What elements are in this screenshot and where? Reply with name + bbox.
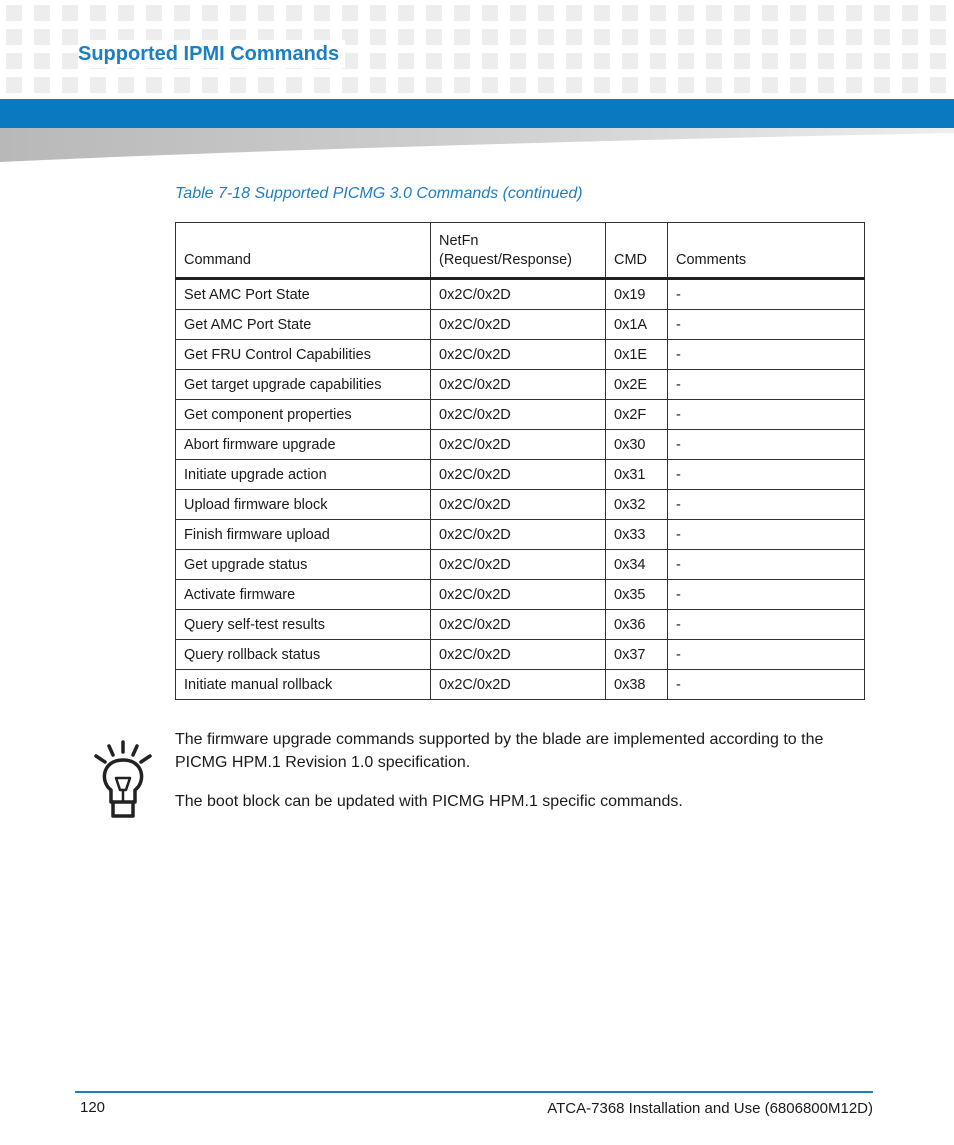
pattern-square	[202, 5, 218, 21]
table-row	[176, 580, 865, 610]
cell-command: Get FRU Control Capabilities	[176, 340, 431, 370]
pattern-square	[538, 5, 554, 21]
document-title: ATCA-7368 Installation and Use (6806800M12D)	[547, 1100, 873, 1117]
pattern-square	[706, 5, 722, 21]
section-title: Supported IPMI Commands	[78, 40, 345, 68]
pattern-square	[566, 77, 582, 93]
pattern-square	[818, 5, 834, 21]
note-paragraph-1: The firmware upgrade commands supported by the blade are implemented according to the PICMG HPM.1 Revision 1.0 specification.	[175, 731, 824, 771]
pattern-square	[734, 5, 750, 21]
pattern-square	[398, 5, 414, 21]
pattern-square	[846, 5, 862, 21]
cell-cmd: 0x36	[606, 610, 668, 640]
cell-netfn: 0x2C/0x2D	[431, 400, 606, 430]
pattern-square	[370, 5, 386, 21]
cell-cmd: 0x2F	[606, 400, 668, 430]
pattern-square	[650, 5, 666, 21]
pattern-square	[678, 53, 694, 69]
pattern-square	[342, 5, 358, 21]
column-header-comments: Comments	[668, 223, 865, 279]
cell-command: Initiate upgrade action	[176, 460, 431, 490]
pattern-square	[146, 5, 162, 21]
pattern-square	[6, 5, 22, 21]
pattern-square	[62, 53, 78, 69]
pattern-square	[90, 77, 106, 93]
pattern-square	[174, 5, 190, 21]
pattern-square	[174, 77, 190, 93]
pattern-square	[902, 29, 918, 45]
pattern-square	[762, 5, 778, 21]
cell-command: Abort firmware upgrade	[176, 430, 431, 460]
cell-command: Upload firmware block	[176, 490, 431, 520]
cell-comments: -	[668, 310, 865, 340]
cell-cmd: 0x37	[606, 640, 668, 670]
pattern-square	[230, 77, 246, 93]
pattern-square	[370, 77, 386, 93]
table-row	[176, 670, 865, 700]
pattern-square	[62, 5, 78, 21]
table-row	[176, 460, 865, 490]
table-row	[176, 370, 865, 400]
cell-cmd: 0x38	[606, 670, 668, 700]
pattern-square	[622, 29, 638, 45]
pattern-square	[258, 77, 274, 93]
pattern-square	[790, 53, 806, 69]
pattern-square	[370, 29, 386, 45]
pattern-square	[342, 77, 358, 93]
pattern-square	[538, 53, 554, 69]
cell-command: Activate firmware	[176, 580, 431, 610]
pattern-square	[930, 29, 946, 45]
footer-rule	[75, 1091, 873, 1093]
pattern-square	[286, 77, 302, 93]
pattern-square	[734, 53, 750, 69]
pattern-square	[790, 5, 806, 21]
pattern-square	[230, 5, 246, 21]
cell-command: Get AMC Port State	[176, 310, 431, 340]
cell-comments: -	[668, 550, 865, 580]
cell-cmd: 0x35	[606, 580, 668, 610]
pattern-square	[902, 77, 918, 93]
pattern-square	[398, 53, 414, 69]
pattern-square	[6, 29, 22, 45]
pattern-square	[34, 5, 50, 21]
cell-comments: -	[668, 670, 865, 700]
pattern-square	[622, 5, 638, 21]
cell-comments: -	[668, 400, 865, 430]
table-row	[176, 640, 865, 670]
pattern-square	[650, 29, 666, 45]
cell-netfn: 0x2C/0x2D	[431, 490, 606, 520]
pattern-square	[426, 29, 442, 45]
cell-netfn: 0x2C/0x2D	[431, 460, 606, 490]
pattern-square	[314, 5, 330, 21]
pattern-square	[6, 53, 22, 69]
pattern-square	[258, 5, 274, 21]
pattern-square	[146, 77, 162, 93]
pattern-square	[846, 29, 862, 45]
pattern-square	[454, 53, 470, 69]
pattern-square	[566, 53, 582, 69]
pattern-square	[62, 77, 78, 93]
pattern-square	[426, 5, 442, 21]
pattern-square	[510, 77, 526, 93]
note-text	[175, 728, 865, 829]
cell-comments: -	[668, 520, 865, 550]
cell-cmd: 0x30	[606, 430, 668, 460]
cell-command: Initiate manual rollback	[176, 670, 431, 700]
pattern-square	[818, 77, 834, 93]
pattern-square	[846, 77, 862, 93]
cell-cmd: 0x19	[606, 279, 668, 310]
pattern-square	[34, 77, 50, 93]
page-number: 120	[80, 1099, 106, 1116]
pattern-square	[482, 5, 498, 21]
cell-command: Set AMC Port State	[176, 279, 431, 310]
pattern-square	[314, 77, 330, 93]
column-header-command: Command	[176, 223, 431, 279]
table-row	[176, 490, 865, 520]
pattern-square	[6, 77, 22, 93]
cell-comments: -	[668, 610, 865, 640]
pattern-square	[454, 77, 470, 93]
pattern-square	[734, 77, 750, 93]
pattern-square	[286, 5, 302, 21]
table-caption: Table 7-18 Supported PICMG 3.0 Commands (continued)	[175, 185, 583, 202]
pattern-square	[622, 53, 638, 69]
cell-netfn: 0x2C/0x2D	[431, 430, 606, 460]
cell-netfn: 0x2C/0x2D	[431, 670, 606, 700]
pattern-square	[370, 53, 386, 69]
header-grey-swoosh	[0, 128, 954, 164]
cell-netfn: 0x2C/0x2D	[431, 279, 606, 310]
pattern-square	[566, 5, 582, 21]
lightbulb-icon	[92, 740, 154, 820]
table-row	[176, 550, 865, 580]
cell-netfn: 0x2C/0x2D	[431, 550, 606, 580]
pattern-square	[510, 5, 526, 21]
table-body	[176, 279, 865, 700]
pattern-square	[650, 77, 666, 93]
cell-comments: -	[668, 460, 865, 490]
pattern-square	[118, 77, 134, 93]
pattern-square	[762, 53, 778, 69]
pattern-square	[762, 77, 778, 93]
cell-comments: -	[668, 370, 865, 400]
pattern-square	[622, 77, 638, 93]
pattern-square	[818, 53, 834, 69]
cell-comments: -	[668, 490, 865, 520]
cell-cmd: 0x1A	[606, 310, 668, 340]
pattern-square	[594, 77, 610, 93]
cell-command: Get target upgrade capabilities	[176, 370, 431, 400]
table-header-row	[176, 223, 865, 279]
pattern-square	[874, 29, 890, 45]
cell-comments: -	[668, 340, 865, 370]
cell-netfn: 0x2C/0x2D	[431, 610, 606, 640]
cell-cmd: 0x2E	[606, 370, 668, 400]
cell-comments: -	[668, 430, 865, 460]
pattern-square	[454, 29, 470, 45]
cell-netfn: 0x2C/0x2D	[431, 580, 606, 610]
pattern-square	[510, 53, 526, 69]
pattern-square	[118, 5, 134, 21]
pattern-square	[62, 29, 78, 45]
table-row	[176, 520, 865, 550]
pattern-square	[930, 53, 946, 69]
cell-command: Get upgrade status	[176, 550, 431, 580]
table-row	[176, 400, 865, 430]
cell-command: Finish firmware upload	[176, 520, 431, 550]
pattern-square	[454, 5, 470, 21]
column-header-netfn	[431, 223, 606, 279]
pattern-square	[818, 29, 834, 45]
pattern-square	[90, 5, 106, 21]
pattern-square	[594, 29, 610, 45]
pattern-square	[482, 53, 498, 69]
pattern-square	[678, 77, 694, 93]
pattern-square	[930, 5, 946, 21]
netfn-header-line1: NetFn	[439, 233, 479, 249]
header-blue-bar	[0, 99, 954, 128]
cell-cmd: 0x34	[606, 550, 668, 580]
table-row	[176, 279, 865, 310]
table-row	[176, 340, 865, 370]
cell-netfn: 0x2C/0x2D	[431, 520, 606, 550]
pattern-square	[902, 5, 918, 21]
pattern-square	[398, 77, 414, 93]
cell-comments: -	[668, 279, 865, 310]
cell-netfn: 0x2C/0x2D	[431, 340, 606, 370]
cell-netfn: 0x2C/0x2D	[431, 310, 606, 340]
pattern-square	[762, 29, 778, 45]
cell-cmd: 0x31	[606, 460, 668, 490]
cell-comments: -	[668, 640, 865, 670]
cell-cmd: 0x1E	[606, 340, 668, 370]
pattern-square	[790, 29, 806, 45]
cell-command: Query rollback status	[176, 640, 431, 670]
cell-comments: -	[668, 580, 865, 610]
table-row	[176, 310, 865, 340]
pattern-square	[34, 29, 50, 45]
pattern-square	[678, 29, 694, 45]
pattern-square	[426, 53, 442, 69]
cell-command: Query self-test results	[176, 610, 431, 640]
pattern-square	[874, 53, 890, 69]
column-header-cmd: CMD	[606, 223, 668, 279]
pattern-square	[482, 77, 498, 93]
cell-cmd: 0x33	[606, 520, 668, 550]
pattern-square	[34, 53, 50, 69]
pattern-square	[566, 29, 582, 45]
pattern-square	[538, 29, 554, 45]
pattern-square	[846, 53, 862, 69]
pattern-square	[538, 77, 554, 93]
pattern-square	[790, 77, 806, 93]
cell-command: Get component properties	[176, 400, 431, 430]
pattern-square	[874, 5, 890, 21]
pattern-square	[930, 77, 946, 93]
pattern-square	[678, 5, 694, 21]
pattern-square	[594, 5, 610, 21]
commands-table	[175, 222, 865, 700]
pattern-square	[650, 53, 666, 69]
pattern-square	[902, 53, 918, 69]
pattern-square	[706, 77, 722, 93]
pattern-square	[706, 29, 722, 45]
table-row	[176, 610, 865, 640]
cell-cmd: 0x32	[606, 490, 668, 520]
netfn-header-line2: (Request/Response)	[439, 252, 572, 268]
pattern-square	[202, 77, 218, 93]
pattern-square	[734, 29, 750, 45]
pattern-square	[594, 53, 610, 69]
pattern-square	[398, 29, 414, 45]
note-paragraph-2: The boot block can be updated with PICMG HPM.1 specific commands.	[175, 793, 683, 810]
pattern-square	[706, 53, 722, 69]
cell-netfn: 0x2C/0x2D	[431, 370, 606, 400]
pattern-square	[482, 29, 498, 45]
table-row	[176, 430, 865, 460]
cell-netfn: 0x2C/0x2D	[431, 640, 606, 670]
pattern-square	[426, 77, 442, 93]
pattern-square	[874, 77, 890, 93]
pattern-square	[510, 29, 526, 45]
